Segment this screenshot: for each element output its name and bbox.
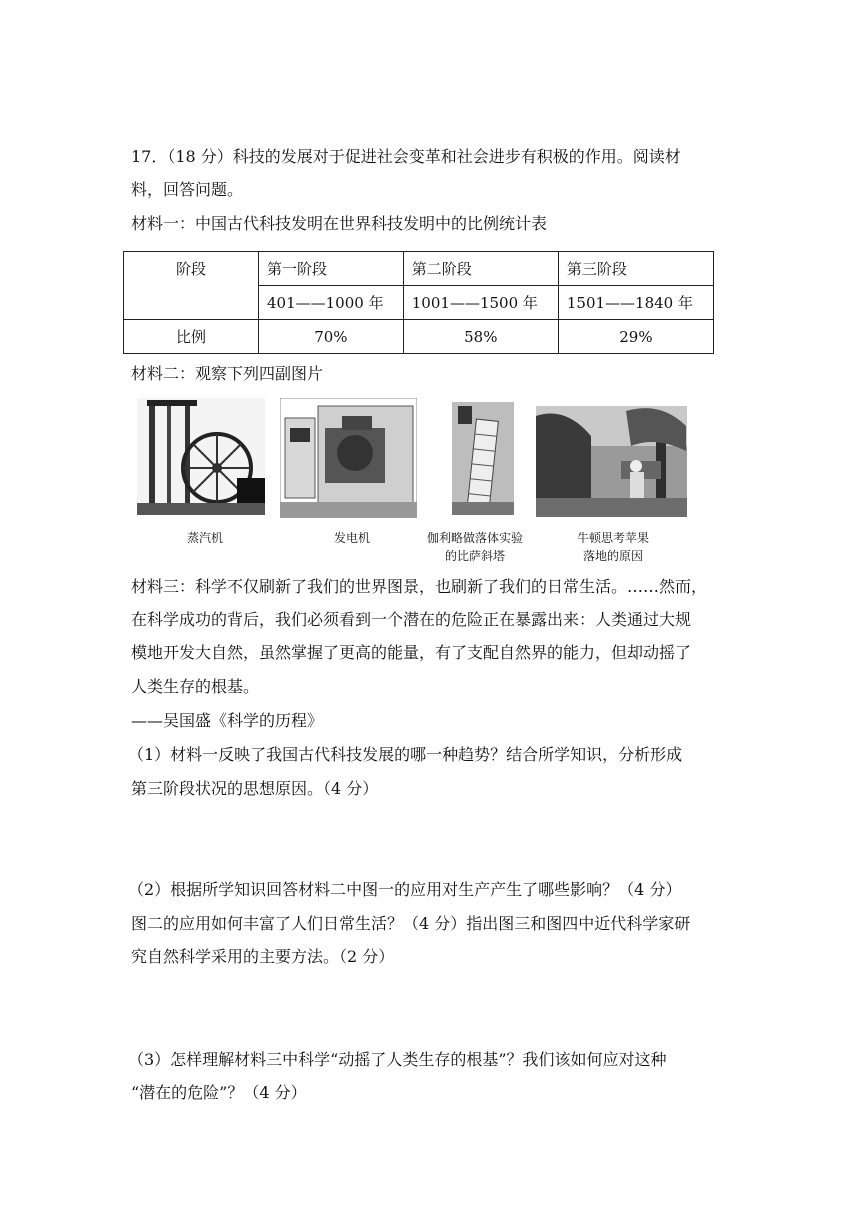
material-3-line-3: 模地开发大自然，虽然掌握了更高的能量，有了支配自然界的能力，但却动摇了 (131, 643, 692, 662)
material-3-source: ——吴国盛《科学的历程》 (131, 711, 324, 730)
sub-question-1-line-2: 第三阶段状况的思想原因。（4 分） (131, 779, 379, 798)
stage-2-ratio: 58% (403, 320, 558, 354)
question-17-line-1: 17．（18 分）科技的发展对于促进社会变革和社会进步有积极的作用。阅读材 (131, 147, 681, 166)
sub-question-3-line-1: （3）怎样理解材料三中科学“动摇了人类生存的根基”？我们该如何应对这种 (128, 1050, 667, 1069)
table-header-stage: 阶段 (124, 252, 259, 320)
galileo-caption-line-1: 伽利略做落体实验 (426, 531, 523, 545)
sub-question-3-line-2: “潜在的危险”？（4 分） (131, 1083, 307, 1102)
sub-question-1-line-1: （1）材料一反映了我国古代科技发展的哪一种趋势？结合所学知识，分析形成 (128, 745, 683, 764)
stage-3-ratio: 29% (558, 320, 713, 354)
material-1-title: 材料一：中国古代科技发明在世界科技发明中的比例统计表 (131, 214, 548, 233)
material-3-line-2: 在科学成功的背后，我们必须看到一个潜在的危险正在暴露出来：人类通过大规 (131, 610, 692, 629)
sub-question-2-line-1: （2）根据所学知识回答材料二中图一的应用对生产产生了哪些影响？（4 分） (128, 880, 682, 899)
sub-question-2-line-3: 究自然科学采用的主要方法。（2 分） (131, 947, 395, 966)
table-ratio-label: 比例 (124, 320, 259, 354)
stage-1-name: 第一阶段 (259, 252, 404, 286)
material-3-line-4: 人类生存的根基。 (131, 677, 260, 696)
newton-apple-image (536, 406, 687, 517)
newton-caption-line-2: 落地的原因 (582, 549, 643, 563)
stage-1-ratio: 70% (259, 320, 404, 354)
stage-2-name: 第二阶段 (403, 252, 558, 286)
generator-caption: 发电机 (333, 531, 370, 545)
material-2-title: 材料二：观察下列四副图片 (131, 364, 324, 383)
steam-engine-image (137, 398, 265, 515)
stage-2-period: 1001——1500 年 (403, 286, 558, 320)
pisa-tower-image (452, 402, 514, 515)
newton-caption-line-1: 牛顿思考苹果 (576, 531, 649, 545)
material-3-line-1: 材料三：科学不仅刷新了我们的世界图景，也刷新了我们的日常生活。……然而， (131, 577, 708, 596)
stage-1-period: 401——1000 年 (259, 286, 404, 320)
question-17-line-2: 料，回答问题。 (131, 180, 244, 199)
generator-image (280, 398, 417, 518)
galileo-caption-line-2: 的比萨斜塔 (444, 549, 505, 563)
stage-3-period: 1501——1840 年 (558, 286, 713, 320)
sub-question-2-line-2: 图二的应用如何丰富了人们日常生活？（4 分）指出图三和图四中近代科学家研 (131, 914, 691, 933)
ratio-table (123, 251, 714, 354)
stage-3-name: 第三阶段 (558, 252, 713, 286)
steam-engine-caption: 蒸汽机 (186, 531, 223, 545)
